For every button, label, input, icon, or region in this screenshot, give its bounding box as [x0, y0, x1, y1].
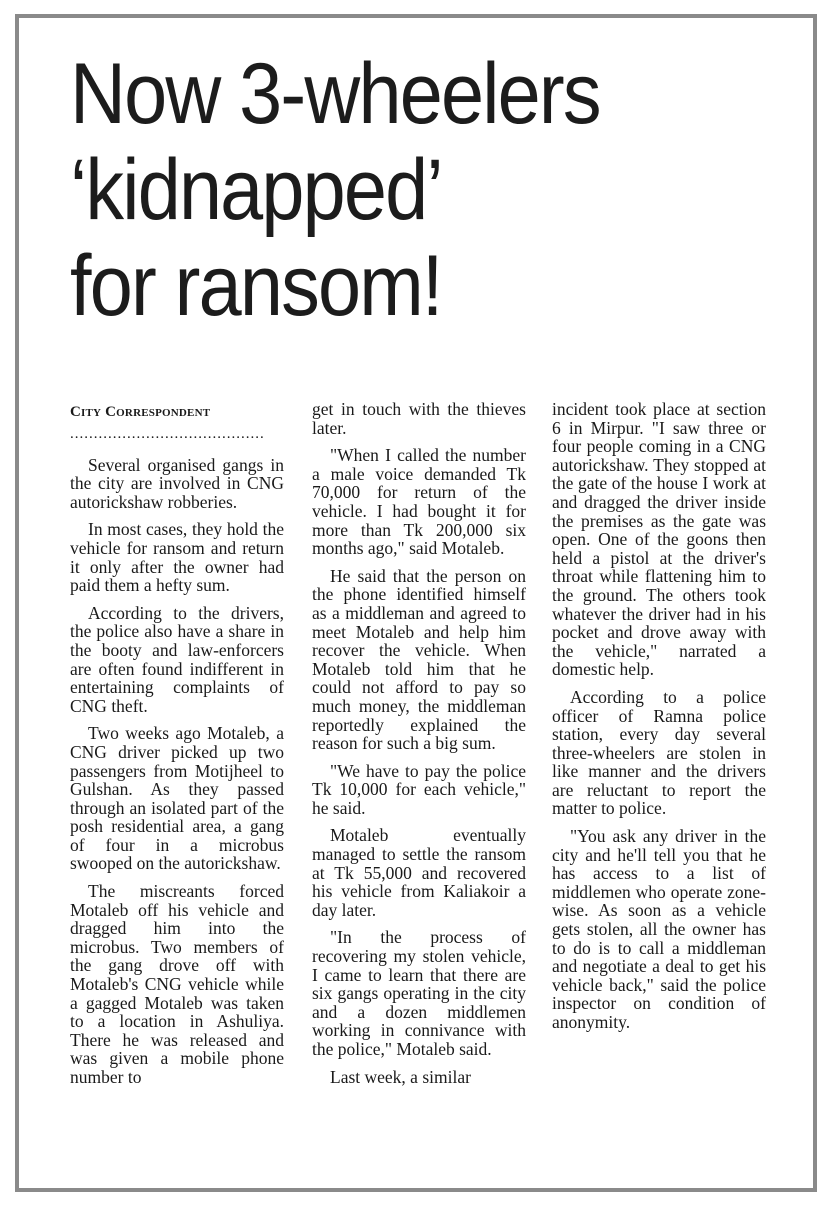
paragraph: "We have to pay the police Tk 10,000 for each vehicle," he said. — [312, 760, 526, 818]
headline-line-2: ‘kidnapped’ — [70, 142, 442, 238]
paragraph: "When I called the number a male voice demanded Tk 70,000 for return of the vehicle. I had bought it for more than Tk 200,000 six months ago," said Motaleb. — [312, 445, 526, 559]
paragraph: "In the process of recovering my stolen vehicle, I came to learn that there are six gangs operating in the city and a dozen middlemen working in connivance with the police," Motaleb said. — [312, 927, 526, 1059]
paragraph: According to a police officer of Ramna police station, every day several three-wheelers are stolen in like manner and the drivers are reluctant to report the matter to police. — [552, 686, 766, 819]
paragraph: The miscreants forced Motaleb off his vehicle and dragged him into the microbus. Two members of the gang drove off with Motaleb's CNG vehicle while a gagged Motaleb was taken to a location in Ashuliya. There he was released and was given a mobile phone number to — [70, 881, 284, 1087]
headline-line-1: Now 3-wheelers — [70, 46, 600, 142]
paragraph: Last week, a similar — [330, 1066, 471, 1087]
paragraph: Two weeks ago Motaleb, a CNG driver picked up two passengers from Motijheel to Gulshan. As they passed through an isolated part of the posh residential area, a gang of four in a microbus swooped on the autorickshaw. — [70, 723, 284, 874]
paragraph: According to the drivers, the police also have a share in the booty and law-enforcers are often found indifferent in entertaining complaints of CNG theft. — [70, 602, 284, 716]
headline-line-3: for ransom! — [70, 238, 442, 334]
article-column-3 — [552, 400, 766, 1041]
paragraph-continued: get in touch with the thieves later. — [312, 399, 526, 438]
paragraph: "You ask any driver in the city and he'll tell you that he has access to a list of middlemen who operate zone-wise. As soon as a vehicle gets stolen, all the owner has to do is to call a middleman and negotiate a deal to get his vehicle back," said the police inspector on condition of anonymity. — [552, 826, 766, 1032]
paragraph: In most cases, they hold the vehicle for ransom and return it only after the owner had paid them a hefty sum. — [70, 519, 284, 596]
article-column-2 — [312, 400, 526, 1095]
byline: City Correspondent — [70, 404, 211, 420]
byline-separator: ......................................... — [70, 425, 265, 442]
paragraph-continued: incident took place at section 6 in Mirpur. "I saw three or four people coming in a CNG autorickshaw. They stopped at the gate of the house I work at and dragged the driver inside the premises as the gate was open. One of the goons then held a pistol at the driver's throat while flattening him to the ground. The others took whatever the driver had in his pocket and drove away with the vehicle," narrated a domestic help. — [552, 399, 766, 680]
paragraph: Motaleb eventually managed to settle the ransom at Tk 55,000 and recovered his vehicle from Kaliakoir a day later. — [312, 825, 526, 920]
article-column-1 — [70, 400, 284, 1096]
headline — [70, 46, 736, 334]
paragraph: Several organised gangs in the city are involved in CNG autorickshaw robberies. — [70, 454, 284, 512]
paragraph: He said that the person on the phone identified himself as a middleman and agreed to meet Motaleb and help him recover the vehicle. When Motaleb told him that he could not afford to pay so much money, the middleman reportedly explained the reason for such a big sum. — [312, 565, 526, 754]
